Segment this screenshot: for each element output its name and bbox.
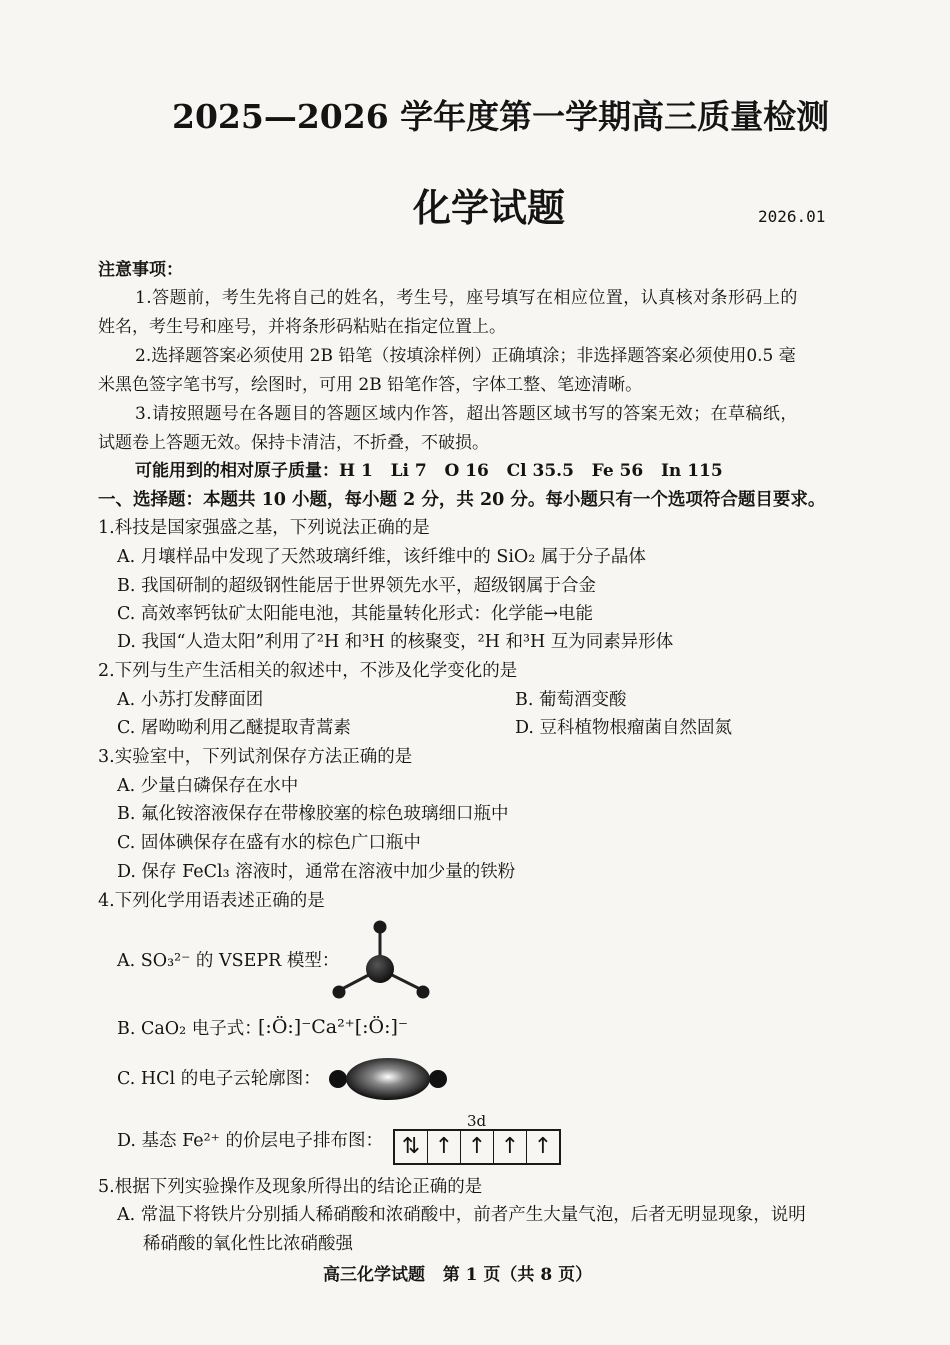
q5-option-a-line-1: A. 常温下将铁片分别插人稀硝酸和浓硝酸中，前者产生大量气泡，后者无明显现象，说明 — [117, 1205, 806, 1225]
q3-option-a: A. 少量白磷保存在水中 — [117, 776, 299, 796]
notice-heading: 注意事项： — [98, 260, 183, 280]
notice-item-1-line-2: 姓名，考生号和座号，并将条形码粘贴在指定位置上。 — [98, 317, 506, 337]
q1-option-a: A. 月壤样品中发现了天然玻璃纤维，该纤维中的 SiO₂ 属于分子晶体 — [117, 547, 646, 567]
exam-date: 2026.01 — [758, 207, 826, 226]
q1-option-d: D. 我国“人造太阳”利用了²H 和³H 的核聚变，²H 和³H 互为同素异形体 — [117, 632, 674, 652]
q2-option-a: A. 小苏打发酵面团 — [117, 690, 264, 710]
q3-option-c: C. 固体碘保存在盛有水的棕色广口瓶中 — [117, 833, 421, 853]
section-1-heading: 一、选择题：本题共 10 小题，每小题 2 分，共 20 分。每小题只有一个选项符合题目要求。 — [98, 490, 826, 510]
orbital-box: ↑ — [461, 1131, 494, 1163]
q4-option-a: A. SO₃²⁻ 的 VSEPR 模型： — [117, 951, 340, 971]
atomic-mass-line: 可能用到的相对原子质量：H 1 Li 7 O 16 Cl 35.5 Fe 56 In 115 — [135, 461, 723, 481]
vsepr-model-image — [330, 918, 435, 1004]
notice-item-2-line-1: 2.选择题答案必须使用 2B 铅笔（按填涂样例）正确填涂；非选择题答案必须使用0.5 毫 — [135, 346, 796, 366]
q3-option-d: D. 保存 FeCl₃ 溶液时，通常在溶液中加少量的铁粉 — [117, 862, 516, 882]
q4-option-d: D. 基态 Fe²⁺ 的价层电子排布图： — [117, 1131, 383, 1151]
q5-stem: 5.根据下列实验操作及现象所得出的结论正确的是 — [98, 1177, 483, 1197]
q3-option-b: B. 氟化铵溶液保存在带橡胶塞的棕色玻璃细口瓶中 — [117, 804, 509, 824]
q1-stem: 1.科技是国家强盛之基，下列说法正确的是 — [98, 518, 430, 538]
q2-option-c: C. 屠呦呦利用乙醚提取青蒿素 — [117, 718, 351, 738]
q1-option-c: C. 高效率钙钛矿太阳能电池，其能量转化形式：化学能→电能 — [117, 604, 594, 624]
notice-item-1-line-1: 1.答题前，考生先将自己的姓名，考生号，座号填写在相应位置，认真核对条形码上的 — [135, 288, 798, 308]
notice-item-2-line-2: 米黑色签字笔书写，绘图时，可用 2B 铅笔作答，字体工整、笔迹清晰。 — [98, 375, 643, 395]
q4-option-b: B. CaO₂ 电子式： — [117, 1019, 262, 1039]
cao2-electron-formula: [:Ö:]⁻Ca²⁺[:Ö:]⁻ — [258, 1016, 408, 1038]
q2-stem: 2.下列与生产生活相关的叙述中，不涉及化学变化的是 — [98, 661, 518, 681]
q4-stem: 4.下列化学用语表述正确的是 — [98, 891, 325, 911]
q1-option-b: B. 我国研制的超级钢性能居于世界领先水平，超级钢属于合金 — [117, 576, 596, 596]
notice-item-3-line-2: 试题卷上答题无效。保持卡清洁，不折叠，不破损。 — [98, 433, 489, 453]
notice-item-3-line-1: 3.请按照题号在各题目的答题区域内作答，超出答题区域书写的答案无效；在草稿纸， — [135, 404, 798, 424]
subject-title: 化学试题 — [413, 185, 566, 230]
hcl-electron-cloud-image — [323, 1056, 453, 1102]
q4-option-c: C. HCl 的电子云轮廓图： — [117, 1069, 321, 1089]
q3-stem: 3.实验室中，下列试剂保存方法正确的是 — [98, 747, 413, 767]
orbital-diagram — [393, 1129, 561, 1165]
q2-option-b: B. 葡萄酒变酸 — [515, 690, 627, 710]
orbital-box: ↑ — [494, 1131, 527, 1163]
orbital-box: ↑ — [428, 1131, 461, 1163]
page-footer: 高三化学试题 第 1 页（共 8 页） — [323, 1265, 593, 1285]
q5-option-a-line-2: 稀硝酸的氧化性比浓硝酸强 — [143, 1234, 353, 1254]
exam-title: 2025—2026 学年度第一学期高三质量检测 — [172, 97, 830, 136]
orbital-box: ⇅ — [395, 1131, 428, 1163]
orbital-box: ↑ — [533, 1134, 553, 1159]
orbital-label-3d: 3d — [467, 1112, 487, 1130]
q2-option-d: D. 豆科植物根瘤菌自然固氮 — [515, 718, 733, 738]
